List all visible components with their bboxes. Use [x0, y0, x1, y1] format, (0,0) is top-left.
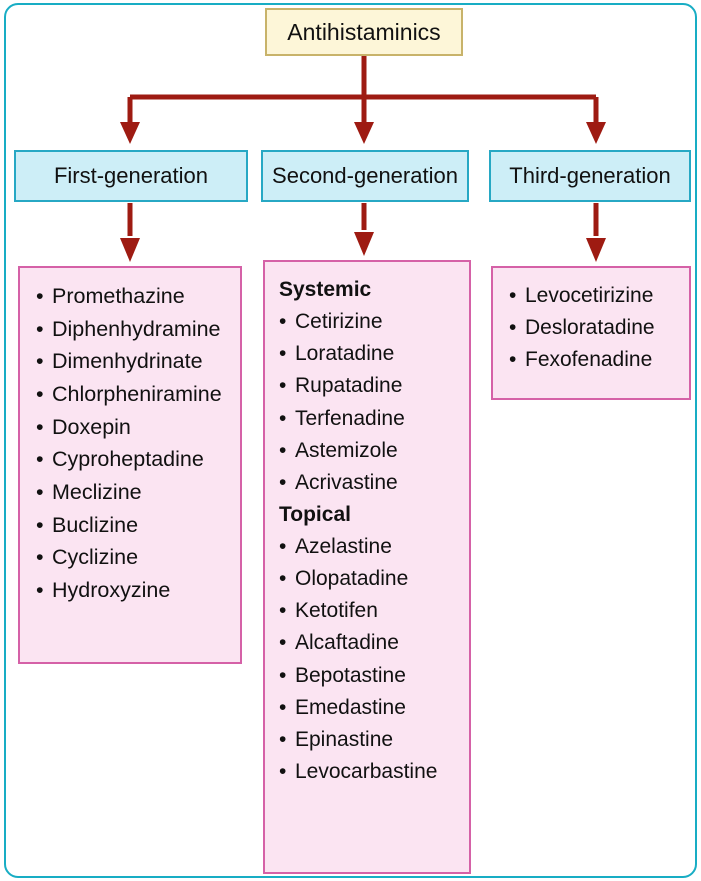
- list-item: • Cyclizine: [36, 541, 226, 574]
- drug-list-third-generation: [491, 266, 691, 400]
- list-item: • Doxepin: [36, 411, 226, 444]
- list-item: • Levocarbastine: [279, 756, 455, 788]
- list-item: • Levocetirizine: [509, 280, 675, 312]
- list-item: • Cyproheptadine: [36, 443, 226, 476]
- list-item: • Dimenhydrinate: [36, 345, 226, 378]
- list-section-heading: Topical: [279, 502, 351, 526]
- branch-node-third-generation: [489, 150, 691, 202]
- list-item: • Astemizole: [279, 435, 455, 467]
- list-items: [36, 280, 226, 607]
- list-item: • Azelastine: [279, 531, 455, 563]
- list-item: • Diphenhydramine: [36, 313, 226, 346]
- list-item: • Promethazine: [36, 280, 226, 313]
- branch-label-second-generation: Second-generation: [272, 163, 458, 188]
- list-item: • Chlorpheniramine: [36, 378, 226, 411]
- root-node: [265, 8, 463, 56]
- list-item: • Epinastine: [279, 724, 455, 756]
- branch-label-third-generation: Third-generation: [509, 163, 671, 188]
- list-item: • Meclizine: [36, 476, 226, 509]
- list-item: • Emedastine: [279, 692, 455, 724]
- list-item: • Rupatadine: [279, 370, 455, 402]
- list-item: • Olopatadine: [279, 563, 455, 595]
- list-item: • Hydroxyzine: [36, 574, 226, 607]
- list-items: [509, 280, 675, 376]
- list-item: • Buclizine: [36, 509, 226, 542]
- list-item: • Alcaftadine: [279, 627, 455, 659]
- branch-node-second-generation: [261, 150, 469, 202]
- list-item: • Ketotifen: [279, 595, 455, 627]
- list-item: • Desloratadine: [509, 312, 675, 344]
- list-items: [279, 274, 455, 788]
- list-item: • Terfenadine: [279, 403, 455, 435]
- list-item: • Loratadine: [279, 338, 455, 370]
- root-label: Antihistaminics: [287, 18, 441, 45]
- list-section-heading: Systemic: [279, 278, 372, 301]
- branch-node-first-generation: [14, 150, 248, 202]
- list-item: • Fexofenadine: [509, 344, 675, 376]
- branch-label-first-generation: First-generation: [53, 163, 209, 188]
- list-item: • Cetirizine: [279, 306, 455, 338]
- list-item: • Bepotastine: [279, 660, 455, 692]
- drug-list-second-generation: [263, 260, 471, 874]
- list-item: • Acrivastine: [279, 467, 455, 499]
- drug-list-first-generation: [18, 266, 242, 664]
